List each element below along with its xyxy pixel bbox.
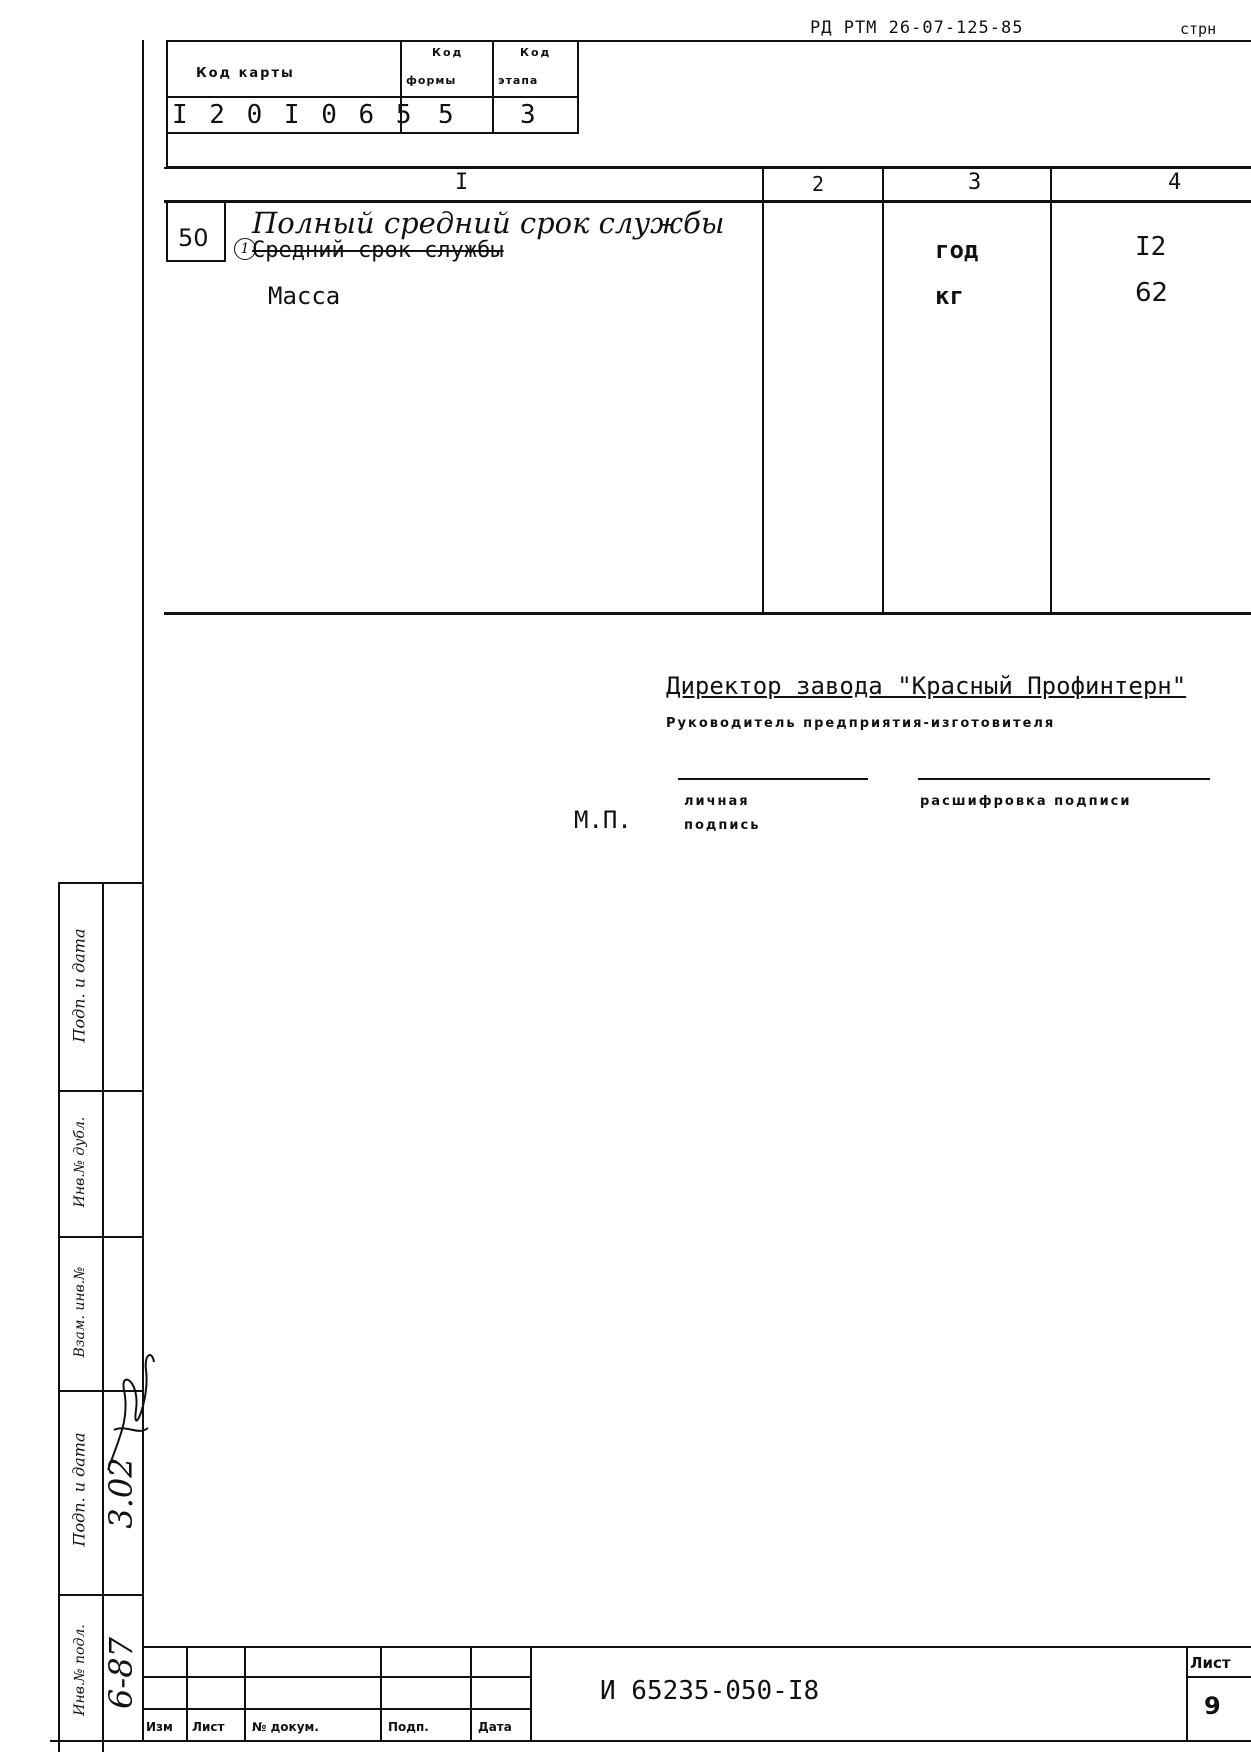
title-col-signature: Подп.: [388, 1720, 429, 1734]
handwritten-inventory-number: 6-87: [102, 1637, 140, 1709]
table-col-divider-3: [1050, 167, 1052, 614]
stage-code-label-1: Код: [520, 46, 552, 59]
frame-top-border: [166, 40, 1251, 42]
table-col-divider-1: [762, 167, 764, 614]
signature-line-decoding: [918, 778, 1210, 780]
correction-mark: 1: [234, 238, 256, 260]
doc-ref-text: РД РТМ 26-07-125-85: [810, 18, 1024, 38]
stamp-label-inv-podl: Инв.№ подл.: [72, 1624, 88, 1716]
stamp-label-signature-date-top: Подп. и дата: [69, 928, 89, 1043]
column-header-2: 2: [812, 172, 825, 196]
handwritten-date: 3.02: [102, 1457, 140, 1529]
stamp-label-inv-dubl: Инв.№ дубл.: [72, 1116, 88, 1208]
document-number: И 65235-050-I8: [600, 1676, 820, 1706]
signature-subtitle: Руководитель предприятия-изготовителя: [666, 716, 1056, 731]
table-bottom: [164, 612, 1251, 615]
row-name-struck: Средний срок службы: [252, 238, 504, 263]
frame-left-border: [142, 40, 144, 1740]
table-col-divider-2: [882, 167, 884, 614]
column-header-1: I: [455, 170, 469, 195]
seal-mark: М.П.: [574, 806, 632, 834]
personal-signature-label-1: личная: [684, 794, 750, 809]
title-col-change: Изм: [146, 1720, 173, 1734]
sheet-label: Лист: [1190, 1654, 1231, 1672]
form-code-label-2: формы: [406, 74, 457, 87]
sheet-number: 9: [1204, 1692, 1221, 1720]
personal-signature-label-2: подпись: [684, 818, 761, 833]
signature-line-personal: [678, 778, 868, 780]
title-col-sheet: Лист: [192, 1720, 225, 1734]
row-unit-kg: кг: [935, 282, 964, 310]
signature-title: Директор завода "Красный Профинтерн": [666, 672, 1187, 700]
form-code-label-1: Код: [432, 46, 464, 59]
card-code-label: Код карты: [196, 66, 295, 81]
stamp-label-signature-date-bottom: Подп. и дата: [69, 1432, 89, 1547]
form-code-value: 5: [438, 100, 454, 130]
stamp-label-vzam-inv: Взам. инв.№: [72, 1266, 88, 1358]
stage-code-value: 3: [520, 100, 536, 130]
card-code-value: I 2 0 I 0 6 5: [172, 100, 415, 130]
row-name-mass: Масса: [268, 282, 341, 310]
document-reference: [810, 18, 1023, 38]
row-name-handwritten: Полный средний срок службы: [252, 206, 725, 240]
stage-code-label-2: этапа: [498, 74, 539, 87]
section-divider: [166, 132, 168, 168]
page-word: стрн: [1180, 20, 1217, 38]
row-value-mass: 62: [1135, 278, 1169, 308]
row-value-lifetime: I2: [1135, 232, 1167, 262]
row-unit-year: год: [935, 236, 979, 264]
title-col-date: Дата: [478, 1720, 512, 1734]
title-col-doc-number: № докум.: [252, 1720, 319, 1734]
column-header-4: 4: [1168, 170, 1182, 195]
column-header-3: 3: [968, 170, 982, 195]
row-number: 50: [178, 224, 209, 252]
signature-decoding-label: расшифровка подписи: [920, 794, 1132, 809]
handwritten-signature-icon: [100, 1340, 160, 1480]
